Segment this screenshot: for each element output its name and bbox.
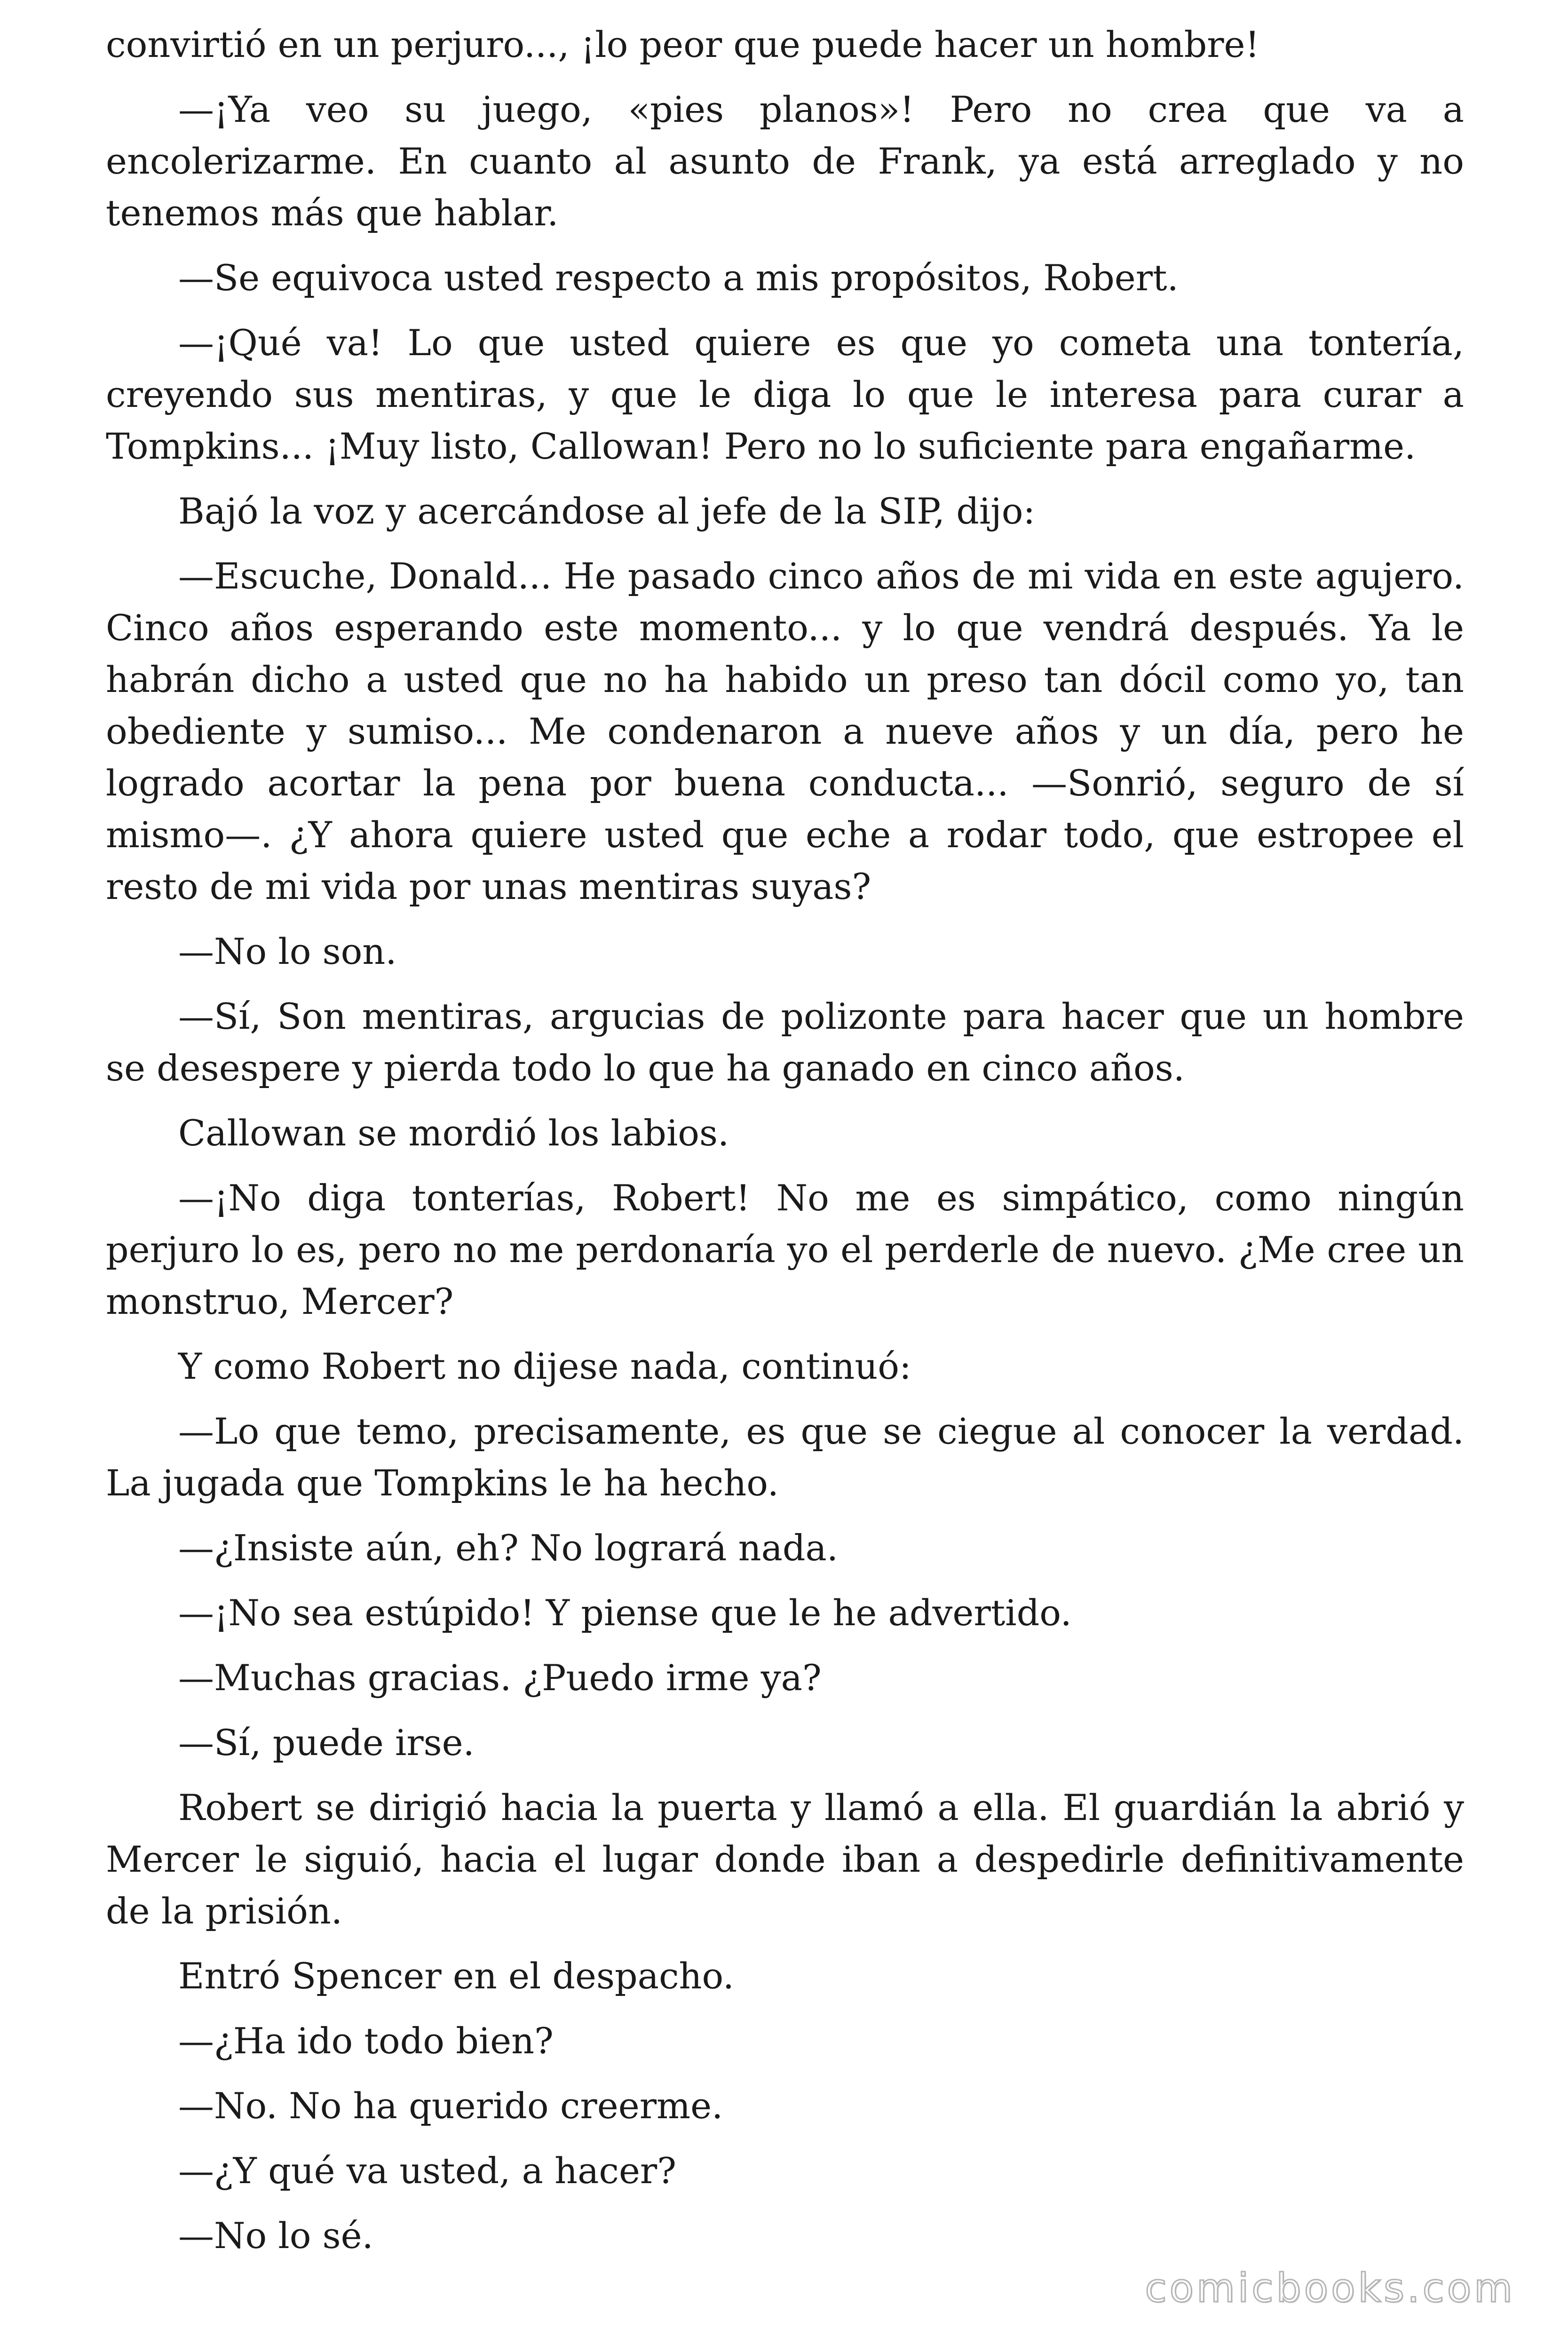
paragraph: —Lo que temo, precisamente, es que se ciegue al conocer la verdad. La jugada que Tompkins le ha hecho. xyxy=(106,1410,1464,1504)
paragraph: Y como Robert no dijese nada, continuó: xyxy=(178,1345,911,1387)
paragraph: Bajó la voz y acercándose al jefe de la SIP, dijo: xyxy=(178,490,1036,532)
book-page xyxy=(106,19,1464,2275)
paragraph: —Muchas gracias. ¿Puedo irme ya? xyxy=(178,1657,822,1699)
paragraph: —¿Ha ido todo bien? xyxy=(178,2020,554,2062)
paragraph: —Sí, Son mentiras, argucias de polizonte para hacer que un hombre se desespere y pierda todo lo que ha ganado en cinco años. xyxy=(106,995,1464,1089)
paragraph: —No. No ha querido creerme. xyxy=(178,2085,723,2127)
paragraph: —Se equivoca usted respecto a mis propósitos, Robert. xyxy=(178,257,1179,299)
paragraph: —¡No diga tonterías, Robert! No me es simpático, como ningún perjuro lo es, pero no me perdonaría yo el perderle de nuevo. ¿Me cree un monstruo, Mercer? xyxy=(106,1177,1464,1322)
paragraph: —¡Ya veo su juego, «pies planos»! Pero no crea que va a encolerizarme. En cuanto al asunto de Frank, ya está arreglado y no tenemos más que hablar. xyxy=(106,88,1464,234)
paragraph: —¿Y qué va usted, a hacer? xyxy=(178,2150,676,2192)
site-watermark: comicbooks.com xyxy=(1145,2265,1515,2311)
paragraph: convirtió en un perjuro..., ¡lo peor que puede hacer un hombre! xyxy=(106,24,1260,65)
paragraph: Callowan se mordió los labios. xyxy=(178,1112,729,1154)
paragraph: —No lo son. xyxy=(178,930,397,972)
paragraph: —¡No sea estúpido! Y piense que le he advertido. xyxy=(178,1592,1072,1634)
paragraph: —Sí, puede irse. xyxy=(178,1722,475,1764)
paragraph: Robert se dirigió hacia la puerta y llamó a ella. El guardián la abrió y Mercer le siguió, hacia el lugar donde iban a despedirle definitivamente de la prisión. xyxy=(106,1787,1464,1932)
paragraph: —¿Insiste aún, eh? No logrará nada. xyxy=(178,1527,838,1569)
paragraph: —No lo sé. xyxy=(178,2215,373,2257)
paragraph: —¡Qué va! Lo que usted quiere es que yo cometa una tontería, creyendo sus mentiras, y que le diga lo que le interesa para curar a Tompkins... ¡Muy listo, Callowan! Pero no lo suficiente para engañarme. xyxy=(106,322,1464,467)
paragraph: Entró Spencer en el despacho. xyxy=(178,1955,735,1997)
paragraph: —Escuche, Donald... He pasado cinco años de mi vida en este agujero. Cinco años esperando este momento... y lo que vendrá después. Ya le habrán dicho a usted que no ha habido un preso tan dócil como yo, tan obediente y sumiso... Me condenaron a nueve años y un día, pero he logrado acortar la pena por buena conducta... —Sonrió, seguro de sí mismo—. ¿Y ahora quiere usted que eche a rodar todo, que estropee el resto de mi vida por unas mentiras suyas? xyxy=(106,555,1464,907)
